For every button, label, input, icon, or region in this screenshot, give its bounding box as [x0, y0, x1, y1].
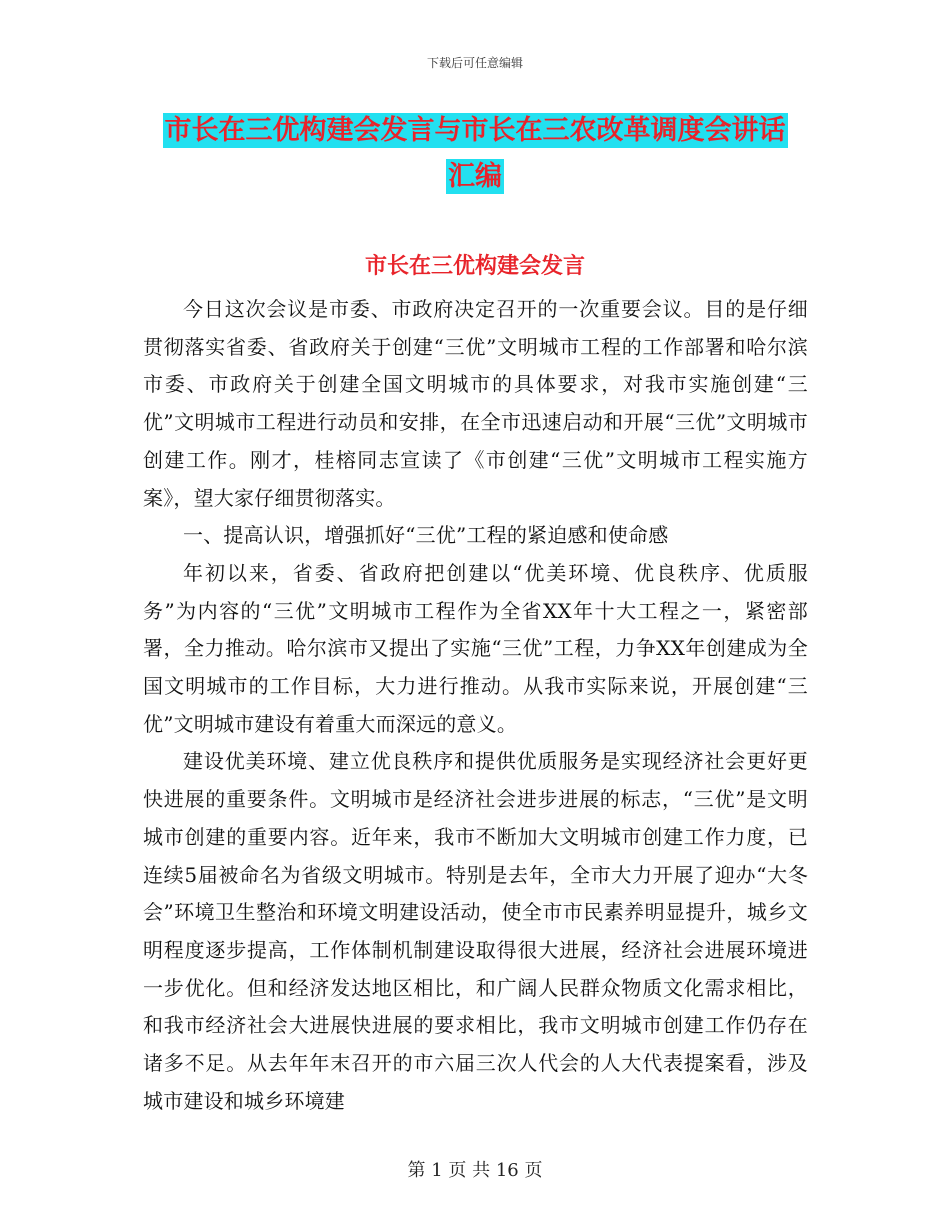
title-line-2: 汇编	[448, 161, 502, 192]
paragraph-heading: 一、提高认识，增强抓好“三优”工程的紧迫感和使命感	[183, 523, 669, 548]
header-note: 下载后可任意编辑	[426, 56, 523, 70]
paragraph: 年初以来，省委、省政府把创建以“优美环境、优良秩序、优质服务”为内容的“三优”文明城市工程作为全省XX年十大工程之一，紧密部署，全力推动。哈尔滨市又提出了实施“三优”工程，力争XX年创建成为全国文明城市的工作目标，大力进行推动。从我市实际来说，开展创建“三优”文明城市建设有着重大而深远的意义。	[143, 560, 808, 736]
paragraph: 建设优美环境、建立优良秩序和提供优质服务是实现经济社会更好更快进展的重要条件。文明城市是经济社会进步进展的标志，“三优”是文明城市创建的重要内容。近年来，我市不断加大文明城市创建工作力度，已连续5届被命名为省级文明城市。特别是去年，全市大力开展了迎办“大冬会”环境卫生整治和环境文明建设活动，使全市市民素养明显提升，城乡文明程度逐步提高，工作体制机制建设取得很大进展，经济社会进展环境进一步优化。但和经济发达地区相比，和广阔人民群众物质文化需求相比，和我市经济社会大进展快进展的要求相比，我市文明城市创建工作仍存在诸多不足。从去年年末召开的市六届三次人代会的人大代表提案看，涉及城市建设和城乡环境建	[143, 749, 808, 1113]
document-title	[0, 108, 950, 200]
section-title: 市长在三优构建会发言	[364, 254, 585, 279]
body-text	[143, 291, 808, 1120]
title-line-1: 市长在三优构建会发言与市长在三农改革调度会讲话	[164, 115, 786, 146]
paragraph: 今日这次会议是市委、市政府决定召开的一次重要会议。目的是仔细贯彻落实省委、省政府关于创建“三优”文明城市工程的工作部署和哈尔滨市委、市政府关于创建全国文明城市的具体要求，对我市实施创建“三优”文明城市工程进行动员和安排，在全市迅速启动和开展“三优”文明城市创建工作。刚才，桂榕同志宣读了《市创建“三优”文明城市工程实施方案》，望大家仔细贯彻落实。	[143, 297, 808, 510]
page-footer: 第 1 页 共 16 页	[407, 1160, 543, 1181]
